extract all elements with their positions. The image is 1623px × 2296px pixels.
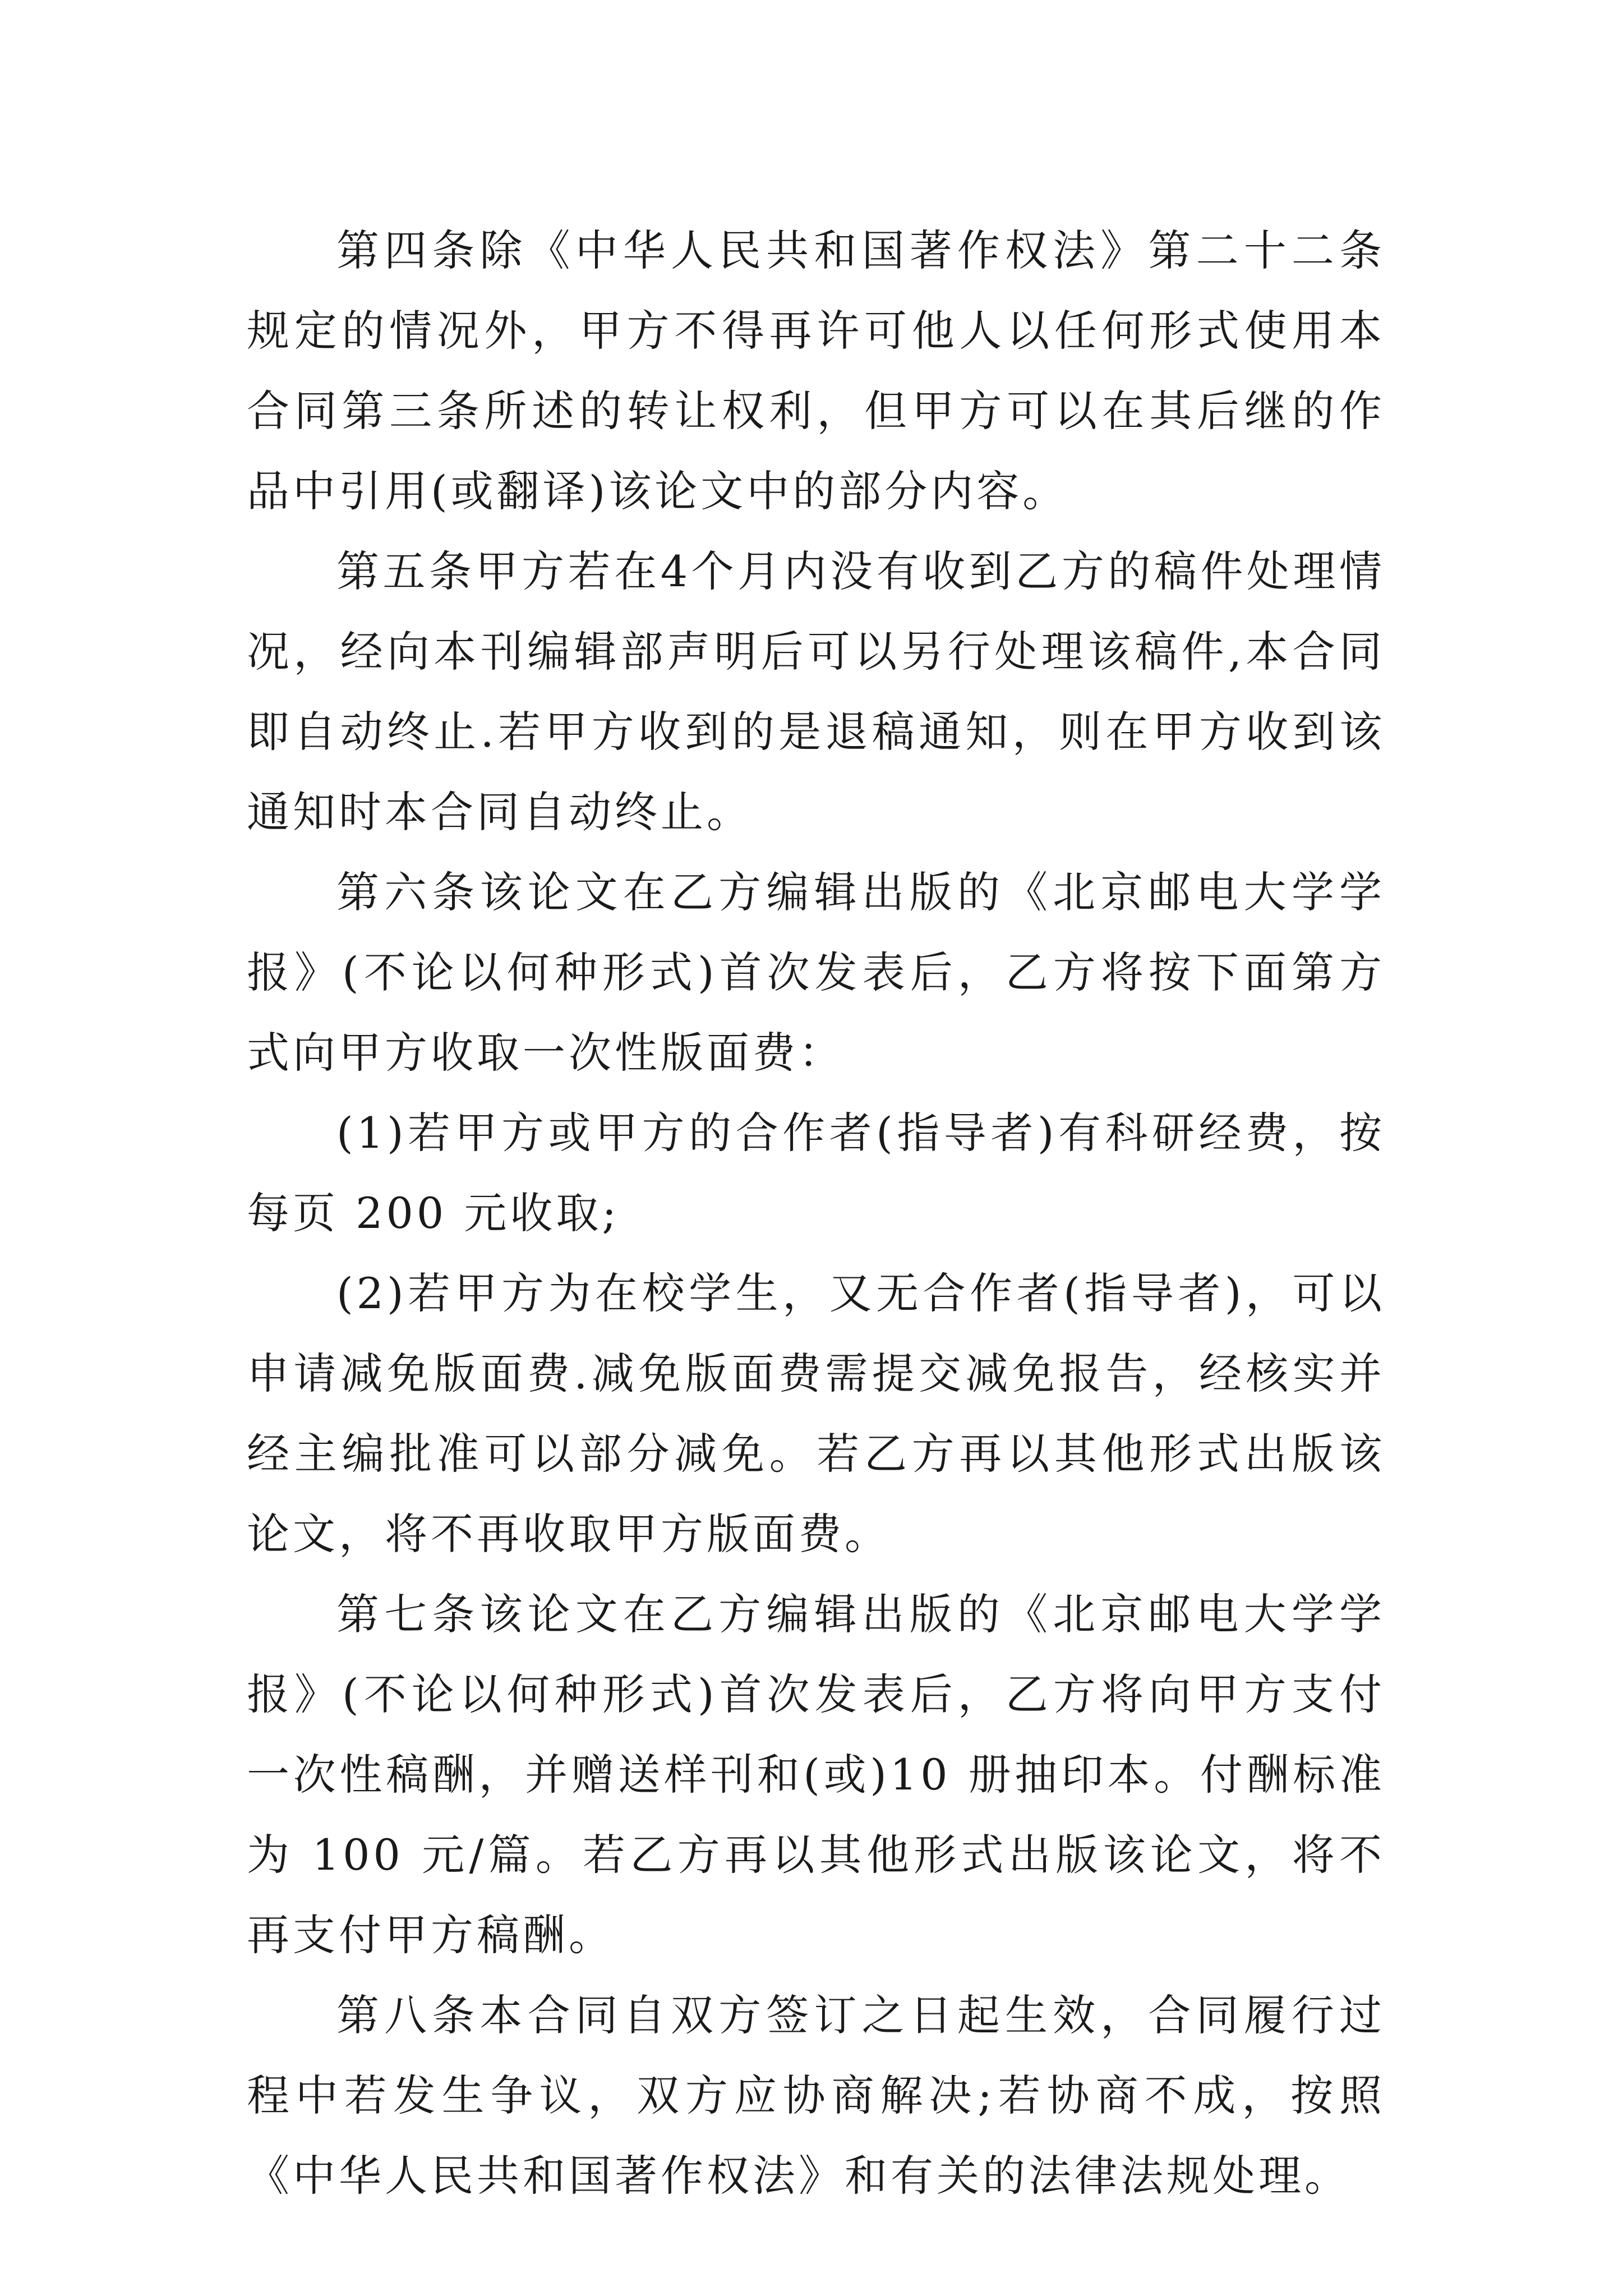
article-7-paragraph: 第七条该论文在乙方编辑出版的《北京邮电大学学报》(不论以何种形式)首次发表后，乙方将向甲方支付一次性稿酬，并赠送样刊和(或)10 册抽印本。付酬标准为 100 元/篇。若乙方再以其他形式出版该论文，将不再支付甲方稿酬。 bbox=[247, 1589, 1385, 1960]
article-5-paragraph: 第五条甲方若在4个月内没有收到乙方的稿件处理情况，经向本刊编辑部声明后可以另行处理该稿件,本合同即自动终止.若甲方收到的是退稿通知，则在甲方收到该通知时本合同自动终止。 bbox=[247, 546, 1385, 837]
article-4-paragraph: 第四条除《中华人民共和国著作权法》第二十二条规定的情况外，甲方不得再许可他人以任何形式使用本合同第三条所述的转让权利，但甲方可以在其后继的作品中引用(或翻译)该论文中的部分内容。 bbox=[247, 226, 1385, 516]
article-6-item-2-paragraph: (2)若甲方为在校学生，又无合作者(指导者)，可以申请减免版面费.减免版面费需提交减免报告，经核实并经主编批准可以部分减免。若乙方再以其他形式出版该论文，将不再收取甲方版面费。 bbox=[247, 1268, 1385, 1559]
article-6-paragraph: 第六条该论文在乙方编辑出版的《北京邮电大学学报》(不论以何种形式)首次发表后，乙方将按下面第方式向甲方收取一次性版面费： bbox=[247, 867, 1385, 1078]
document-body bbox=[247, 210, 1385, 2216]
article-8-paragraph: 第八条本合同自双方签订之日起生效，合同履行过程中若发生争议，双方应协商解决;若协商不成，按照《中华人民共和国著作权法》和有关的法律法规处理。 bbox=[247, 1990, 1385, 2201]
article-6-item-1-paragraph: (1)若甲方或甲方的合作者(指导者)有科研经费，按每页 200 元收取; bbox=[247, 1108, 1385, 1238]
